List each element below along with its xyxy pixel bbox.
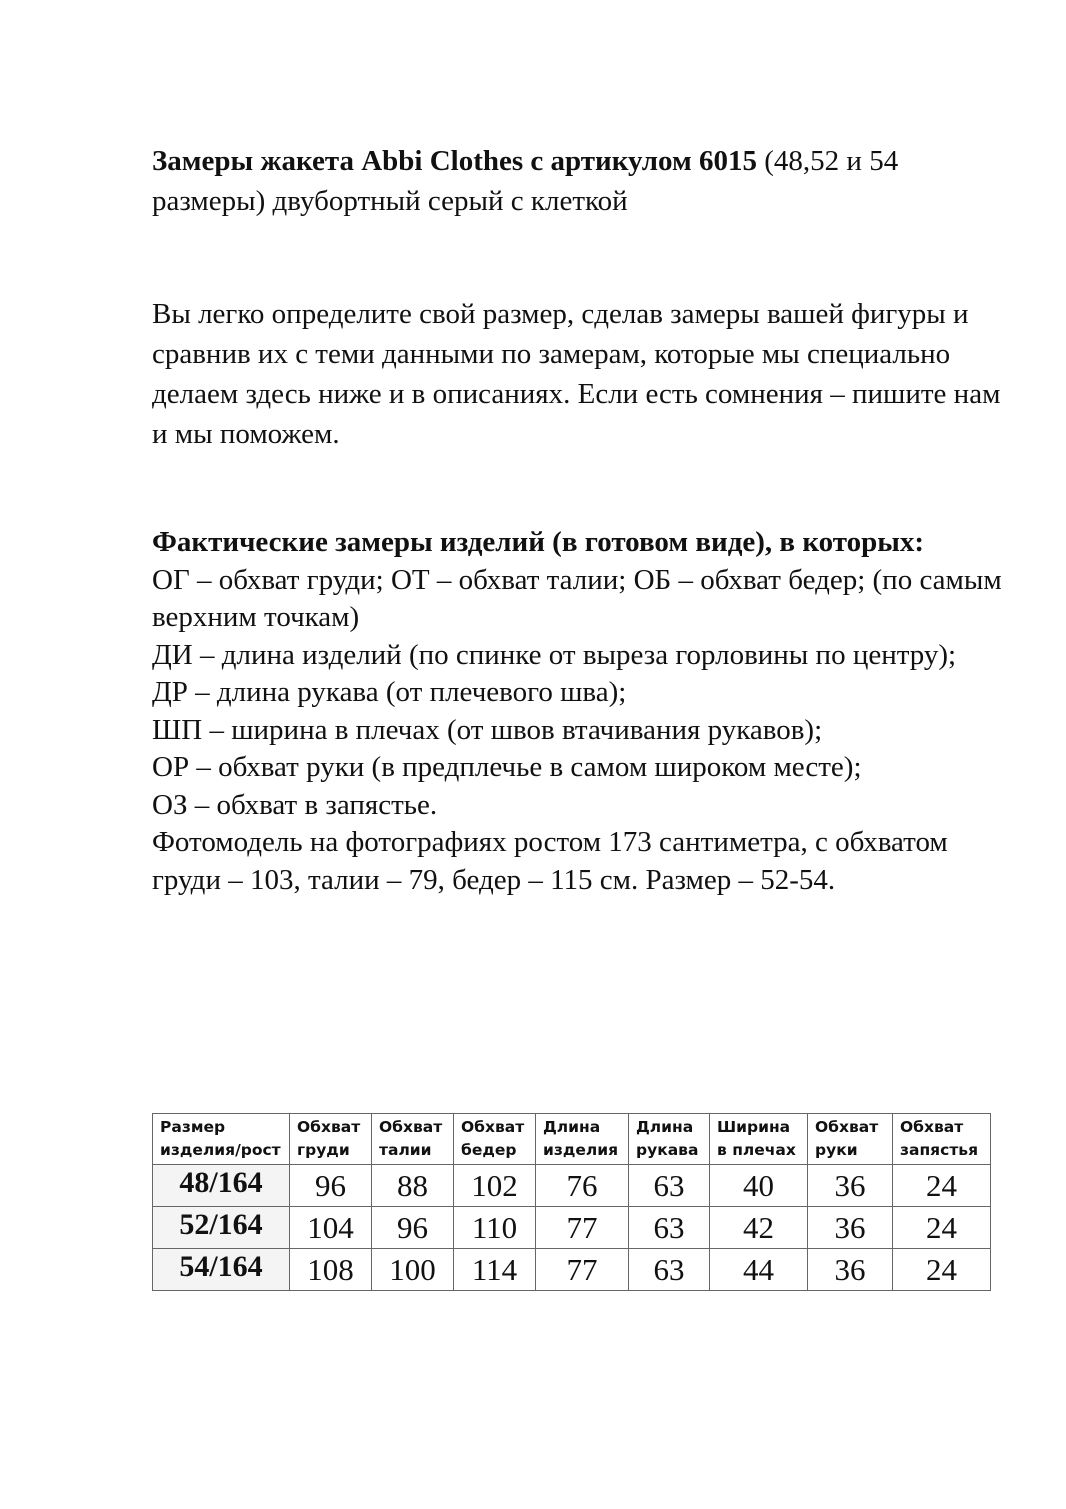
- table-cell: 104: [290, 1207, 372, 1249]
- header-hips: Обхват бедер: [454, 1114, 536, 1165]
- table-cell: 88: [372, 1165, 454, 1207]
- legend-line: ДР – длина рукава (от плечевого шва);: [152, 676, 627, 708]
- table-cell: 36: [808, 1207, 893, 1249]
- header-shoulders: Ширина в плечах: [710, 1114, 808, 1165]
- legend-line: ДИ – длина изделий (по спинке от выреза горловины по центру);: [152, 638, 957, 671]
- table-cell: 36: [808, 1249, 893, 1291]
- size-cell: 52/164: [153, 1207, 290, 1249]
- header-arm: Обхват руки: [808, 1114, 893, 1165]
- measurements-legend: [152, 524, 1012, 899]
- intro-paragraph: Вы легко определите свой размер, сделав замеры вашей фигуры и сравнив их с теми данными по замерам, которые мы специально делаем здесь ниже и в описаниях. Если есть сомнения – пишите нам и мы поможем.: [152, 298, 1001, 450]
- table-cell: 77: [536, 1249, 629, 1291]
- table-cell: 76: [536, 1165, 629, 1207]
- document-title: [152, 141, 1002, 221]
- table-cell: 24: [893, 1249, 991, 1291]
- table-cell: 96: [372, 1207, 454, 1249]
- legend-line: ОГ – обхват груди; ОТ – обхват талии; ОБ – обхват бедер; (по самым верхним точкам): [152, 563, 1002, 633]
- header-wrist: Обхват запястья: [893, 1114, 991, 1165]
- table-cell: 63: [629, 1249, 710, 1291]
- table-cell: 63: [629, 1207, 710, 1249]
- table-header-row: [153, 1114, 991, 1165]
- table-cell: 77: [536, 1207, 629, 1249]
- legend-heading: Фактические замеры изделий (в готовом виде), в которых:: [152, 526, 925, 558]
- size-cell: 54/164: [153, 1249, 290, 1291]
- header-waist: Обхват талии: [372, 1114, 454, 1165]
- table-row: [153, 1249, 991, 1291]
- table-row: [153, 1207, 991, 1249]
- header-length: Длина изделия: [536, 1114, 629, 1165]
- size-cell: 48/164: [153, 1165, 290, 1207]
- title-bold: Замеры жакета Abbi Clothes с артикулом 6015: [152, 145, 758, 177]
- table-cell: 63: [629, 1165, 710, 1207]
- table-cell: 36: [808, 1165, 893, 1207]
- table-cell: 114: [454, 1249, 536, 1291]
- title-regular: (48,52 и 54 размеры) двубортный серый с клеткой: [152, 145, 899, 217]
- table-cell: 110: [454, 1207, 536, 1249]
- model-info: Фотомодель на фотографиях ростом 173 сантиметра, с обхватом груди – 103, талии – 79, бедер – 115 см. Размер – 52-54.: [152, 826, 948, 896]
- table-cell: 24: [893, 1207, 991, 1249]
- table-cell: 44: [710, 1249, 808, 1291]
- header-sleeve: Длина рукава: [629, 1114, 710, 1165]
- table-cell: 42: [710, 1207, 808, 1249]
- table-cell: 96: [290, 1165, 372, 1207]
- table-row: [153, 1165, 991, 1207]
- table-cell: 108: [290, 1249, 372, 1291]
- header-chest: Обхват груди: [290, 1114, 372, 1165]
- size-table: [152, 1113, 991, 1291]
- legend-line: ШП – ширина в плечах (от швов втачивания рукавов);: [152, 713, 823, 746]
- legend-line: ОР – обхват руки (в предплечье в самом широком месте);: [152, 751, 862, 783]
- header-size: Размер изделия/рост: [153, 1114, 290, 1165]
- table-cell: 40: [710, 1165, 808, 1207]
- table-cell: 24: [893, 1165, 991, 1207]
- table-cell: 100: [372, 1249, 454, 1291]
- legend-line: ОЗ – обхват в запястье.: [152, 788, 438, 821]
- table-cell: 102: [454, 1165, 536, 1207]
